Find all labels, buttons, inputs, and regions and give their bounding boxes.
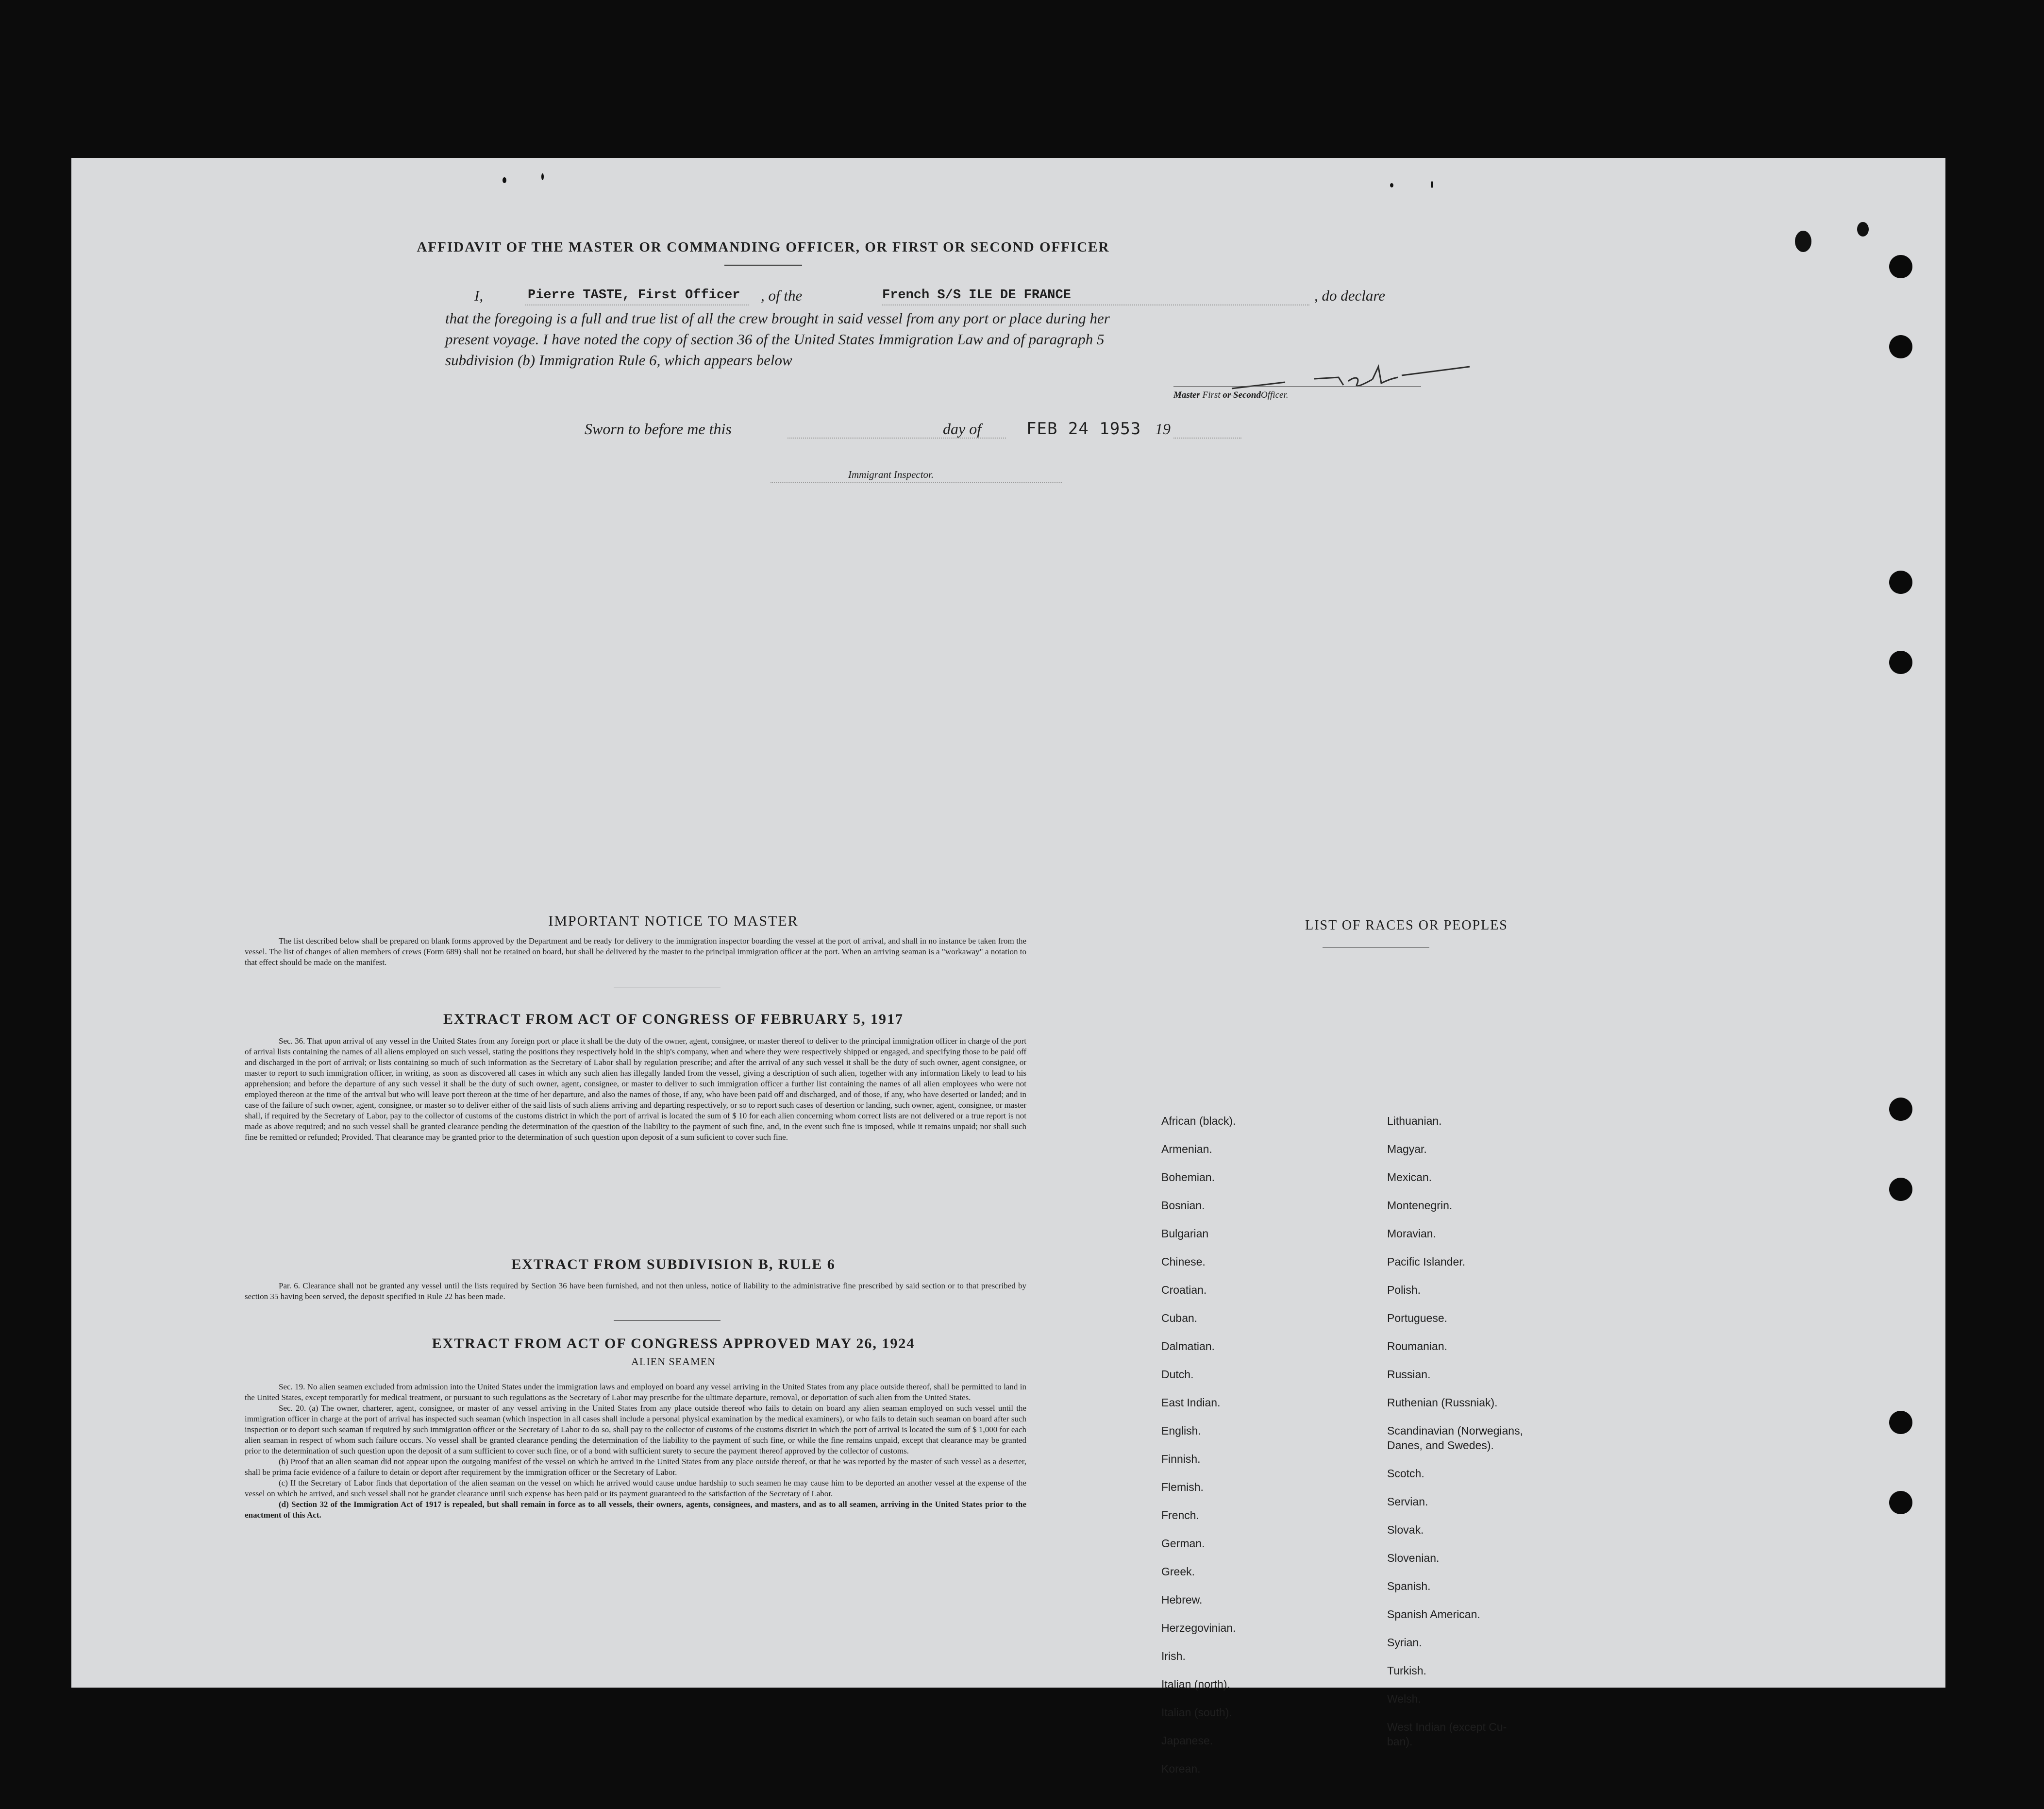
race-item: Hebrew. xyxy=(1161,1593,1203,1606)
race-item: African (black). xyxy=(1161,1115,1236,1127)
vessel-name-typed: French S/S ILE DE FRANCE xyxy=(882,288,1071,303)
document-sheet xyxy=(71,158,1945,1775)
race-item: Turkish. xyxy=(1387,1664,1426,1677)
race-item: Spanish. xyxy=(1387,1580,1431,1592)
race-item: German. xyxy=(1161,1537,1205,1550)
extract-1924-title: EXTRACT FROM ACT OF CONGRESS APPROVED MAY 26, 1924 xyxy=(432,1336,915,1352)
binder-hole xyxy=(1889,651,1912,674)
day-of-label: day of xyxy=(943,420,982,438)
race-item: Slovak. xyxy=(1387,1523,1424,1536)
binder-hole xyxy=(1889,335,1912,358)
race-item: Scandinavian (Norwegians, Danes, and Swedes). xyxy=(1387,1424,1523,1452)
sworn-label: Sworn to before me this xyxy=(585,420,732,438)
race-item: Mexican. xyxy=(1387,1171,1432,1183)
binder-hole xyxy=(1889,255,1912,278)
affidavit-line-1 xyxy=(474,287,1426,306)
par-6-paragraph: Par. 6. Clearance shall not be granted any vessel until the lists required by Section 36 have been furnished, and not then unless, notice of liability to the administrative fine prescribed by said section or to that prescribed by section 35 having been served, the deposit specified in Rule 22 has been made. xyxy=(245,1281,1026,1301)
struck-master: Master xyxy=(1173,390,1200,400)
sec-20b-paragraph: (b) Proof that an alien seaman did not appear upon the outgoing manifest of the vessel on which he arrived in the United States from any place outside thereof, or that he was reported by the master of such vessel as a deserter, shall be prima facie evidence of a failure to detain or deport after requirement by the immigration officer or the Secretary of Labor. xyxy=(245,1457,1026,1477)
extract-1917-title: EXTRACT FROM ACT OF CONGRESS OF FEBRUARY 5, 1917 xyxy=(443,1011,904,1027)
race-item: Chinese. xyxy=(1161,1255,1206,1268)
race-item: Lithuanian. xyxy=(1387,1115,1442,1127)
inspector-label: Immigrant Inspector. xyxy=(848,469,934,480)
binder-hole xyxy=(1889,1098,1912,1121)
race-item: Russian. xyxy=(1387,1368,1431,1381)
binder-hole xyxy=(1889,571,1912,594)
race-item: Cuban. xyxy=(1161,1312,1198,1324)
affidavit-line-3: present voyage. I have noted the copy of section 36 of the United States Immigration Law and of paragraph 5 xyxy=(445,331,1105,348)
alien-seamen-subtitle: ALIEN SEAMEN xyxy=(631,1355,716,1368)
race-item: Montenegrin. xyxy=(1387,1199,1453,1212)
sec-19-paragraph: Sec. 19. No alien seamen excluded from admission into the United States under the immigration laws and employed on board any vessel arriving in the United States from any place outside thereof, shall be permitted to land in the United States, except temporarily for medical treatment, or pursuant to such regulations as the Secretary of Labor may prescribe for the ultimate departure, removal, or deportation of such alien from the United States. xyxy=(245,1382,1026,1402)
race-item: Bohemian. xyxy=(1161,1171,1215,1183)
sec-20a-paragraph: Sec. 20. (a) The owner, charterer, agent, consignee, or master of any vessel arriving in the United States from any place outside thereof who fails to detain on board any alien seaman employed on such vessel until the immigration officer in charge at the port of arrival has inspected such seaman (which inspection in all cases shall include a personal physical examination by the medical examiners), or who fails to detain such seaman on board after such inspection or to deport such seaman if required by such immigration officer or the Secretary of Labor to do so, shall pay to the collector of customs of the customs district in which the port of arrival is located the sum of $ 1,000 for each alien seaman in respect of whom such failure occurs. No vessel shall be granted clearance pending the determination of the liability to the payment of such fine, or while the fine remains unpaid, except that clearance may be granted prior to the determination of such question upon the deposit of a sum sufficient to cover such fine, or of a bond with sufficient surety to secure the payment thereof approved by the collector of customs. xyxy=(245,1403,1026,1455)
rule6-title: EXTRACT FROM SUBDIVISION B, RULE 6 xyxy=(511,1256,836,1272)
race-item: East Indian. xyxy=(1161,1396,1221,1409)
extract-1924-body xyxy=(245,1382,1026,1521)
signature-role-line xyxy=(1173,390,1288,401)
races-title: LIST OF RACES OR PEOPLES xyxy=(1305,918,1508,933)
struck-second: or Second xyxy=(1223,390,1261,400)
affidavit-title: AFFIDAVIT OF THE MASTER OR COMMANDING OFFICER, OR FIRST OR SECOND OFFICER xyxy=(417,239,1110,255)
race-item: Syrian. xyxy=(1387,1636,1422,1649)
race-item: Slovenian. xyxy=(1387,1552,1440,1564)
notice-title: IMPORTANT NOTICE TO MASTER xyxy=(548,913,799,929)
race-item: Magyar. xyxy=(1387,1143,1427,1155)
race-item: English. xyxy=(1161,1424,1201,1437)
binder-hole xyxy=(1889,1491,1912,1514)
race-item: Croatian. xyxy=(1161,1284,1207,1296)
affidavit-line-4: subdivision (b) Immigration Rule 6, which appears below xyxy=(445,352,792,369)
race-item: Flemish. xyxy=(1161,1481,1204,1493)
divider xyxy=(614,1320,720,1321)
race-item: Italian (north). xyxy=(1161,1678,1230,1691)
race-item: Ruthenian (Russniak). xyxy=(1387,1396,1498,1409)
race-item: Portuguese. xyxy=(1387,1312,1448,1324)
ink-speck xyxy=(1390,183,1393,187)
title-underline xyxy=(724,265,802,266)
race-item: Scotch. xyxy=(1387,1467,1424,1480)
do-declare-label: , do declare xyxy=(1314,287,1386,304)
race-item: Moravian. xyxy=(1387,1227,1436,1240)
race-item: Dutch. xyxy=(1161,1368,1194,1381)
binder-hole xyxy=(1889,1178,1912,1201)
race-item: Spanish American. xyxy=(1387,1608,1480,1621)
race-item: West Indian (except Cu- ban). xyxy=(1387,1721,1507,1748)
ink-speck xyxy=(541,173,544,180)
sec-36-paragraph: Sec. 36. That upon arrival of any vessel in the United States from any foreign port or place it shall be the duty of the owner, agent, consignee, or master thereof to deliver to the principal immigration officer in charge of the port of arrival lists containing the names of all aliens employed on such vessel, stating the positions they respectively hold in the ship's company, when and where they were respectively shipped or engaged, and specifying those to be paid off and discharged in the port of arrival; or lists containing so much of such information as the Secretary of Labor shall by regulation prescribe; and after the arrival of any such vessel it shall be the duty of such owner, agent consignee, or master to report to such immigration officer, in writing, as soon as discovered all cases in which any such alien has illegally landed from the vessel, giving a description of such alien, together with any information likely to lead to his apprehension; and before the departure of any such vessel it shall be the duty of such owner, agent, consignee, or master to deliver to such immigration officer a further list containing the names of all alien employees who were not employed thereon at the time of the arrival but who will leave port thereon at the time of her departure, and also the names of those, if any, who have been paid off and discharged, and of those, if any, who have deserted or landed; and in case of the failure of such owner, agent, consignee, or master so to deliver either of the said lists of such aliens arriving and departing respectively, or so to report such cases of desertion or landing, such owner, agent, consignee, or master shall, if required by the Secretary of Labor, pay to the collector of customs of the customs district in which the port of arrival is located the sum of $ 10 for each alien concerning whom correct lists are not delivered or a true report is not made as above required; and no such vessel shall be granted clearance pending the determination of the question of the liability to the payment of such fine, and, in the event such fine is imposed, while it remains unpaid; nor shall such fine be remitted or refunded; Provided. That clearance may be granted prior to the determination of such question upon deposit of a sum suficient to cover such fine. xyxy=(245,1036,1026,1142)
ink-speck xyxy=(1431,181,1433,188)
races-column-2 xyxy=(1387,1114,1610,1748)
race-item: Italian (south). xyxy=(1161,1706,1232,1719)
signature-line xyxy=(1173,386,1421,387)
binder-hole xyxy=(1889,1411,1912,1434)
race-item: Servian. xyxy=(1387,1495,1428,1508)
i-label: I, xyxy=(474,287,484,304)
officer-label: Officer. xyxy=(1261,390,1289,400)
race-item: Bulgarian xyxy=(1161,1227,1209,1240)
rule6-body xyxy=(245,1281,1026,1302)
notice-body xyxy=(245,936,1026,968)
race-item: Roumanian. xyxy=(1387,1340,1448,1353)
year-prefix: 19 xyxy=(1155,420,1171,438)
affidavit-line-2: that the foregoing is a full and true list of all the crew brought in said vessel from any port or place during her xyxy=(445,310,1110,327)
race-item: Armenian. xyxy=(1161,1143,1212,1155)
ink-blot xyxy=(1795,231,1811,252)
sec-20d-paragraph: (d) Section 32 of the Immigration Act of 1917 is repealed, but shall remain in force as to all vessels, their owners, agents, consignees, and masters, and as to all seamen, arriving in the United States prior to the enactment of this Act. xyxy=(245,1500,1026,1520)
inspector-line xyxy=(771,482,1062,483)
race-item: Polish. xyxy=(1387,1284,1421,1296)
notice-paragraph: The list described below shall be prepared on blank forms approved by the Department and be ready for delivery to the immigration inspector boarding the vessel at the port of arrival, and shall in no instance be taken from the vessel. The list of changes of alien members of crews (Form 689) shall not be retained on board, but shall be delivered by the master to the principal immigration officer at the port. When an arriving seaman is a "workaway" a notation to that effect should be made on the manifest. xyxy=(245,936,1026,967)
ink-speck xyxy=(503,177,506,183)
races-column-1 xyxy=(1161,1114,1365,1790)
name-dotted-line xyxy=(525,304,749,305)
race-item: Japanese. xyxy=(1161,1734,1213,1747)
extract-1917-body xyxy=(245,1036,1026,1143)
handwritten-signature xyxy=(1227,352,1479,396)
race-item: Irish. xyxy=(1161,1650,1186,1662)
race-item: Bosnian. xyxy=(1161,1199,1205,1212)
officer-name-typed: Pierre TASTE, First Officer xyxy=(528,288,740,303)
first-label: First xyxy=(1202,390,1221,400)
of-the-label: , of the xyxy=(761,287,803,304)
sec-20c-paragraph: (c) If the Secretary of Labor finds that deportation of the alien seaman on the vessel on which he arrived would cause undue hardship to such seamen he may cause him to be deported an another vessel at the expense of the vessel on which he arrived, and such vessel shall not be grandet clearance until such expense has been paid or its payment guaranteed to the satisfaction of the Secretary of Labor. xyxy=(245,1478,1026,1498)
vessel-dotted-line xyxy=(882,304,1309,305)
date-stamp: FEB 24 1953 xyxy=(1026,419,1141,439)
race-item: French. xyxy=(1161,1509,1199,1522)
year-dotted-line xyxy=(1173,438,1241,439)
race-item: Pacific Islander. xyxy=(1387,1255,1466,1268)
race-item: Finnish. xyxy=(1161,1453,1201,1465)
race-item: Greek. xyxy=(1161,1565,1195,1578)
ink-blot xyxy=(1857,222,1869,237)
race-item: Korean. xyxy=(1161,1762,1201,1775)
race-item: Dalmatian. xyxy=(1161,1340,1215,1353)
race-item: Welsh. xyxy=(1387,1692,1421,1705)
race-item: Herzegovinian. xyxy=(1161,1622,1236,1634)
